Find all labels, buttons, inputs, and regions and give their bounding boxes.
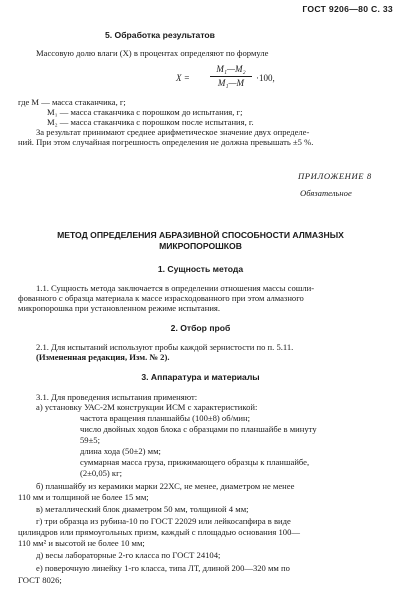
s3-line-11: в) металлический блок диаметром 50 мм, толщиной 4 мм; [36, 504, 249, 514]
s3-line-16: е) поверочную линейку 1-го класса, типа ЛТ, длиной 200—320 мм по [36, 563, 290, 573]
s3-line-7: суммарная масса груза, прижимающего образцы к планшайбе, [80, 457, 310, 467]
s3-line-17: ГОСТ 8026; [18, 575, 62, 585]
where-line-3: M₂ — масса стаканчика с порошком после испытания, г. [47, 117, 254, 127]
where-line-1: где M — масса стаканчика, г; [18, 97, 126, 107]
s3-line-1: 3.1. Для проведения испытания применяют: [36, 392, 198, 402]
s1-line-1: 1.1. Сущность метода заключается в определении отношения массы сошли- [36, 283, 315, 293]
s3-line-9: б) планшайбу из керамики марки 22ХС, не менее, диаметром не менее [36, 481, 295, 491]
section-5-intro: Массовую долю влаги (X) в процентах определяют по формуле [36, 48, 269, 58]
s3-line-14: 110 мм² и высотой не более 10 мм; [18, 538, 145, 548]
result-line-2: ний. При этом случайная погрешность определения не должна превышать ±5 %. [18, 137, 314, 147]
where-line-2: M₁ — масса стаканчика с порошком до испытания, г; [47, 107, 243, 117]
section-2-title: 2. Отбор проб [170, 323, 231, 333]
s3-line-4: число двойных ходов блока с образцами по планшайбе в минуту [80, 424, 317, 434]
page-header: ГОСТ 9206—80 С. 33 [302, 4, 393, 14]
s2-line-1: 2.1. Для испытаний используют пробы каждой зернистости по п. 5.11. [36, 342, 294, 352]
s3-line-15: д) весы лабораторные 2-го класса по ГОСТ 24104; [36, 550, 221, 560]
section-5-title: 5. Обработка результатов [105, 30, 215, 40]
formula-numerator: M₁—M₂ [210, 64, 252, 77]
s3-line-8: (2±0,05) кг; [80, 468, 123, 478]
section-3-title: 3. Аппаратура и материалы [141, 372, 260, 382]
s3-line-2: а) установку УАС-2М конструкции ИСМ с характеристикой: [36, 402, 258, 412]
s3-line-6: длина хода (50±2) мм; [80, 446, 161, 456]
section-1-title: 1. Сущность метода [157, 264, 244, 274]
s3-line-5: 59±5; [80, 435, 100, 445]
s2-amendment: (Измененная редакция, Изм. № 2). [36, 352, 170, 362]
formula-denominator: M₁—M [217, 77, 245, 88]
s3-line-10: 110 мм и толщиной не более 15 мм; [18, 492, 149, 502]
s3-line-13: цилиндров или прямоугольных призм, каждый с площадью основания 100— [18, 527, 300, 537]
formula-lhs: X = [176, 73, 190, 83]
result-line-1: За результат принимают среднее арифметическое значение двух определе- [36, 127, 310, 137]
method-title-line-1: МЕТОД ОПРЕДЕЛЕНИЯ АБРАЗИВНОЙ СПОСОБНОСТИ АЛМАЗНЫХ [57, 230, 344, 240]
s1-line-3: микропорошка при установленном режиме испытания. [18, 303, 221, 313]
moisture-formula [176, 64, 376, 94]
formula-tail: ·100, [256, 73, 275, 83]
method-title-line-2: МИКРОПОРОШКОВ [159, 241, 242, 251]
appendix-label: ПРИЛОЖЕНИЕ 8 [298, 171, 372, 181]
s3-line-12: г) три образца из рубина-10 по ГОСТ 22029 или лейкосапфира в виде [36, 516, 291, 526]
s3-line-3: частота вращения планшайбы (100±8) об/мин; [80, 413, 250, 423]
s1-line-2: фованного с образца материала к массе израсходованного при этом алмазного [18, 293, 304, 303]
appendix-status: Обязательное [300, 188, 352, 198]
formula-fraction [210, 64, 252, 89]
